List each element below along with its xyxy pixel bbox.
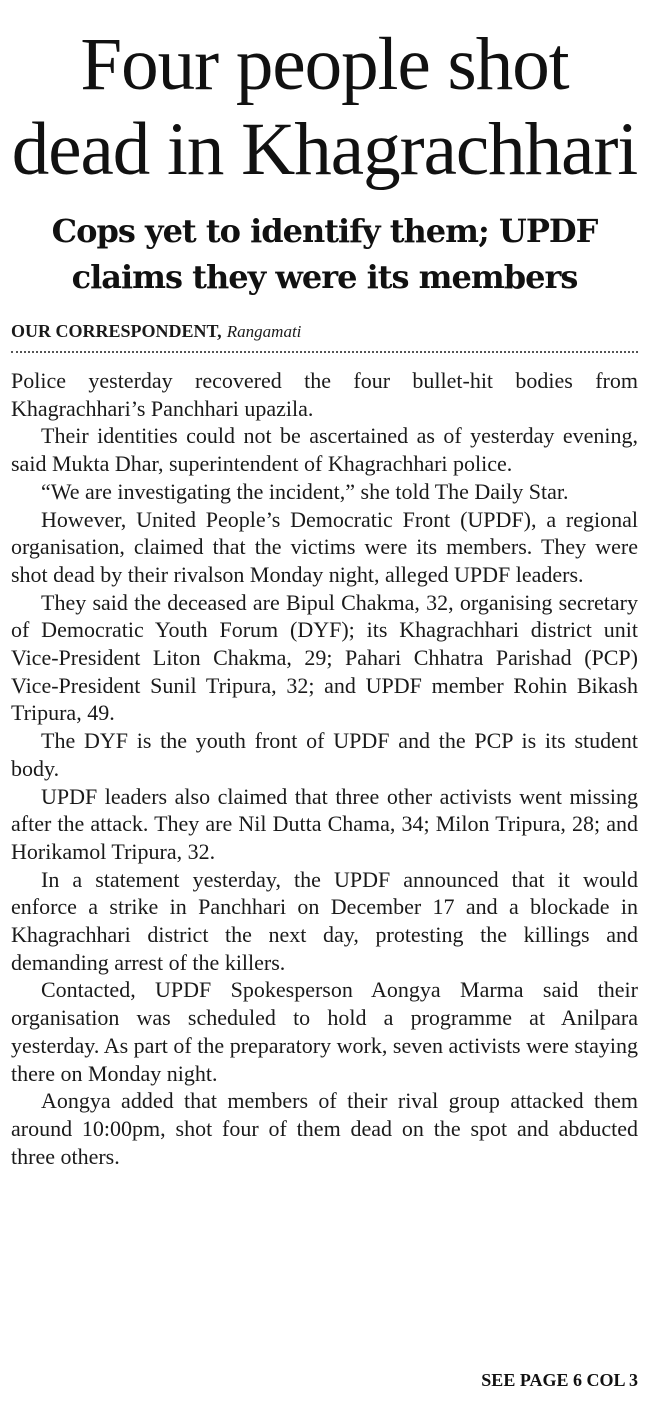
- byline-location: Rangamati: [226, 322, 302, 341]
- article-body: [11, 367, 638, 1170]
- paragraph: “We are investigating the incident,” she told The Daily Star.: [41, 478, 569, 504]
- paragraph: Their identities could not be ascertained as of yesterday evening, said Mukta Dhar, superintendent of Khagrachhari police.: [11, 423, 638, 477]
- dotted-divider: [11, 351, 638, 353]
- headline: Four people shot dead in Khagrachhari: [11, 23, 638, 191]
- subheadline: Cops yet to identify them; UPDF claims they were its members: [51, 212, 598, 296]
- continuation-jump-line: SEE PAGE 6 COL 3: [481, 1370, 638, 1390]
- paragraph: However, United People’s Democratic Front (UPDF), a regional organisation, claimed that the victims were its members. They were shot dead by their rivalson Monday night, alleged UPDF leaders.: [11, 506, 638, 587]
- paragraph: UPDF leaders also claimed that three other activists went missing after the attack. They are Nil Dutta Chama, 34; Milon Tripura, 28; and Horikamol Tripura, 32.: [11, 783, 638, 864]
- paragraph: Police yesterday recovered the four bullet-hit bodies from Khagrachhari’s Panchhari upazila.: [11, 368, 638, 421]
- paragraph: They said the deceased are Bipul Chakma, 32, organising secretary of Democratic Youth Forum (DYF); its Khagrachhari district unit Vice-President Liton Chakma, 29; Pahari Chhatra Parishad (PCP) Vice-President Sunil Tripura, 32; and UPDF member Rohin Bikash Tripura, 49.: [11, 589, 638, 726]
- byline: [11, 320, 638, 343]
- paragraph: Aongya added that members of their rival group attacked them around 10:00pm, shot four of them dead on the spot and abducted three others.: [11, 1088, 638, 1169]
- paragraph: Contacted, UPDF Spokesperson Aongya Marma said their organisation was scheduled to hold a programme at Anilpara yesterday. As part of the preparatory work, seven activists were staying there on Monday night.: [11, 977, 638, 1086]
- paragraph: In a statement yesterday, the UPDF announced that it would enforce a strike in Panchhari on December 17 and a blockade in Khagrachhari district the next day, protesting the killings and demanding arrest of the killers.: [11, 866, 638, 975]
- byline-author: OUR CORRESPONDENT,: [11, 321, 222, 341]
- paragraph: The DYF is the youth front of UPDF and the PCP is its student body.: [11, 728, 638, 781]
